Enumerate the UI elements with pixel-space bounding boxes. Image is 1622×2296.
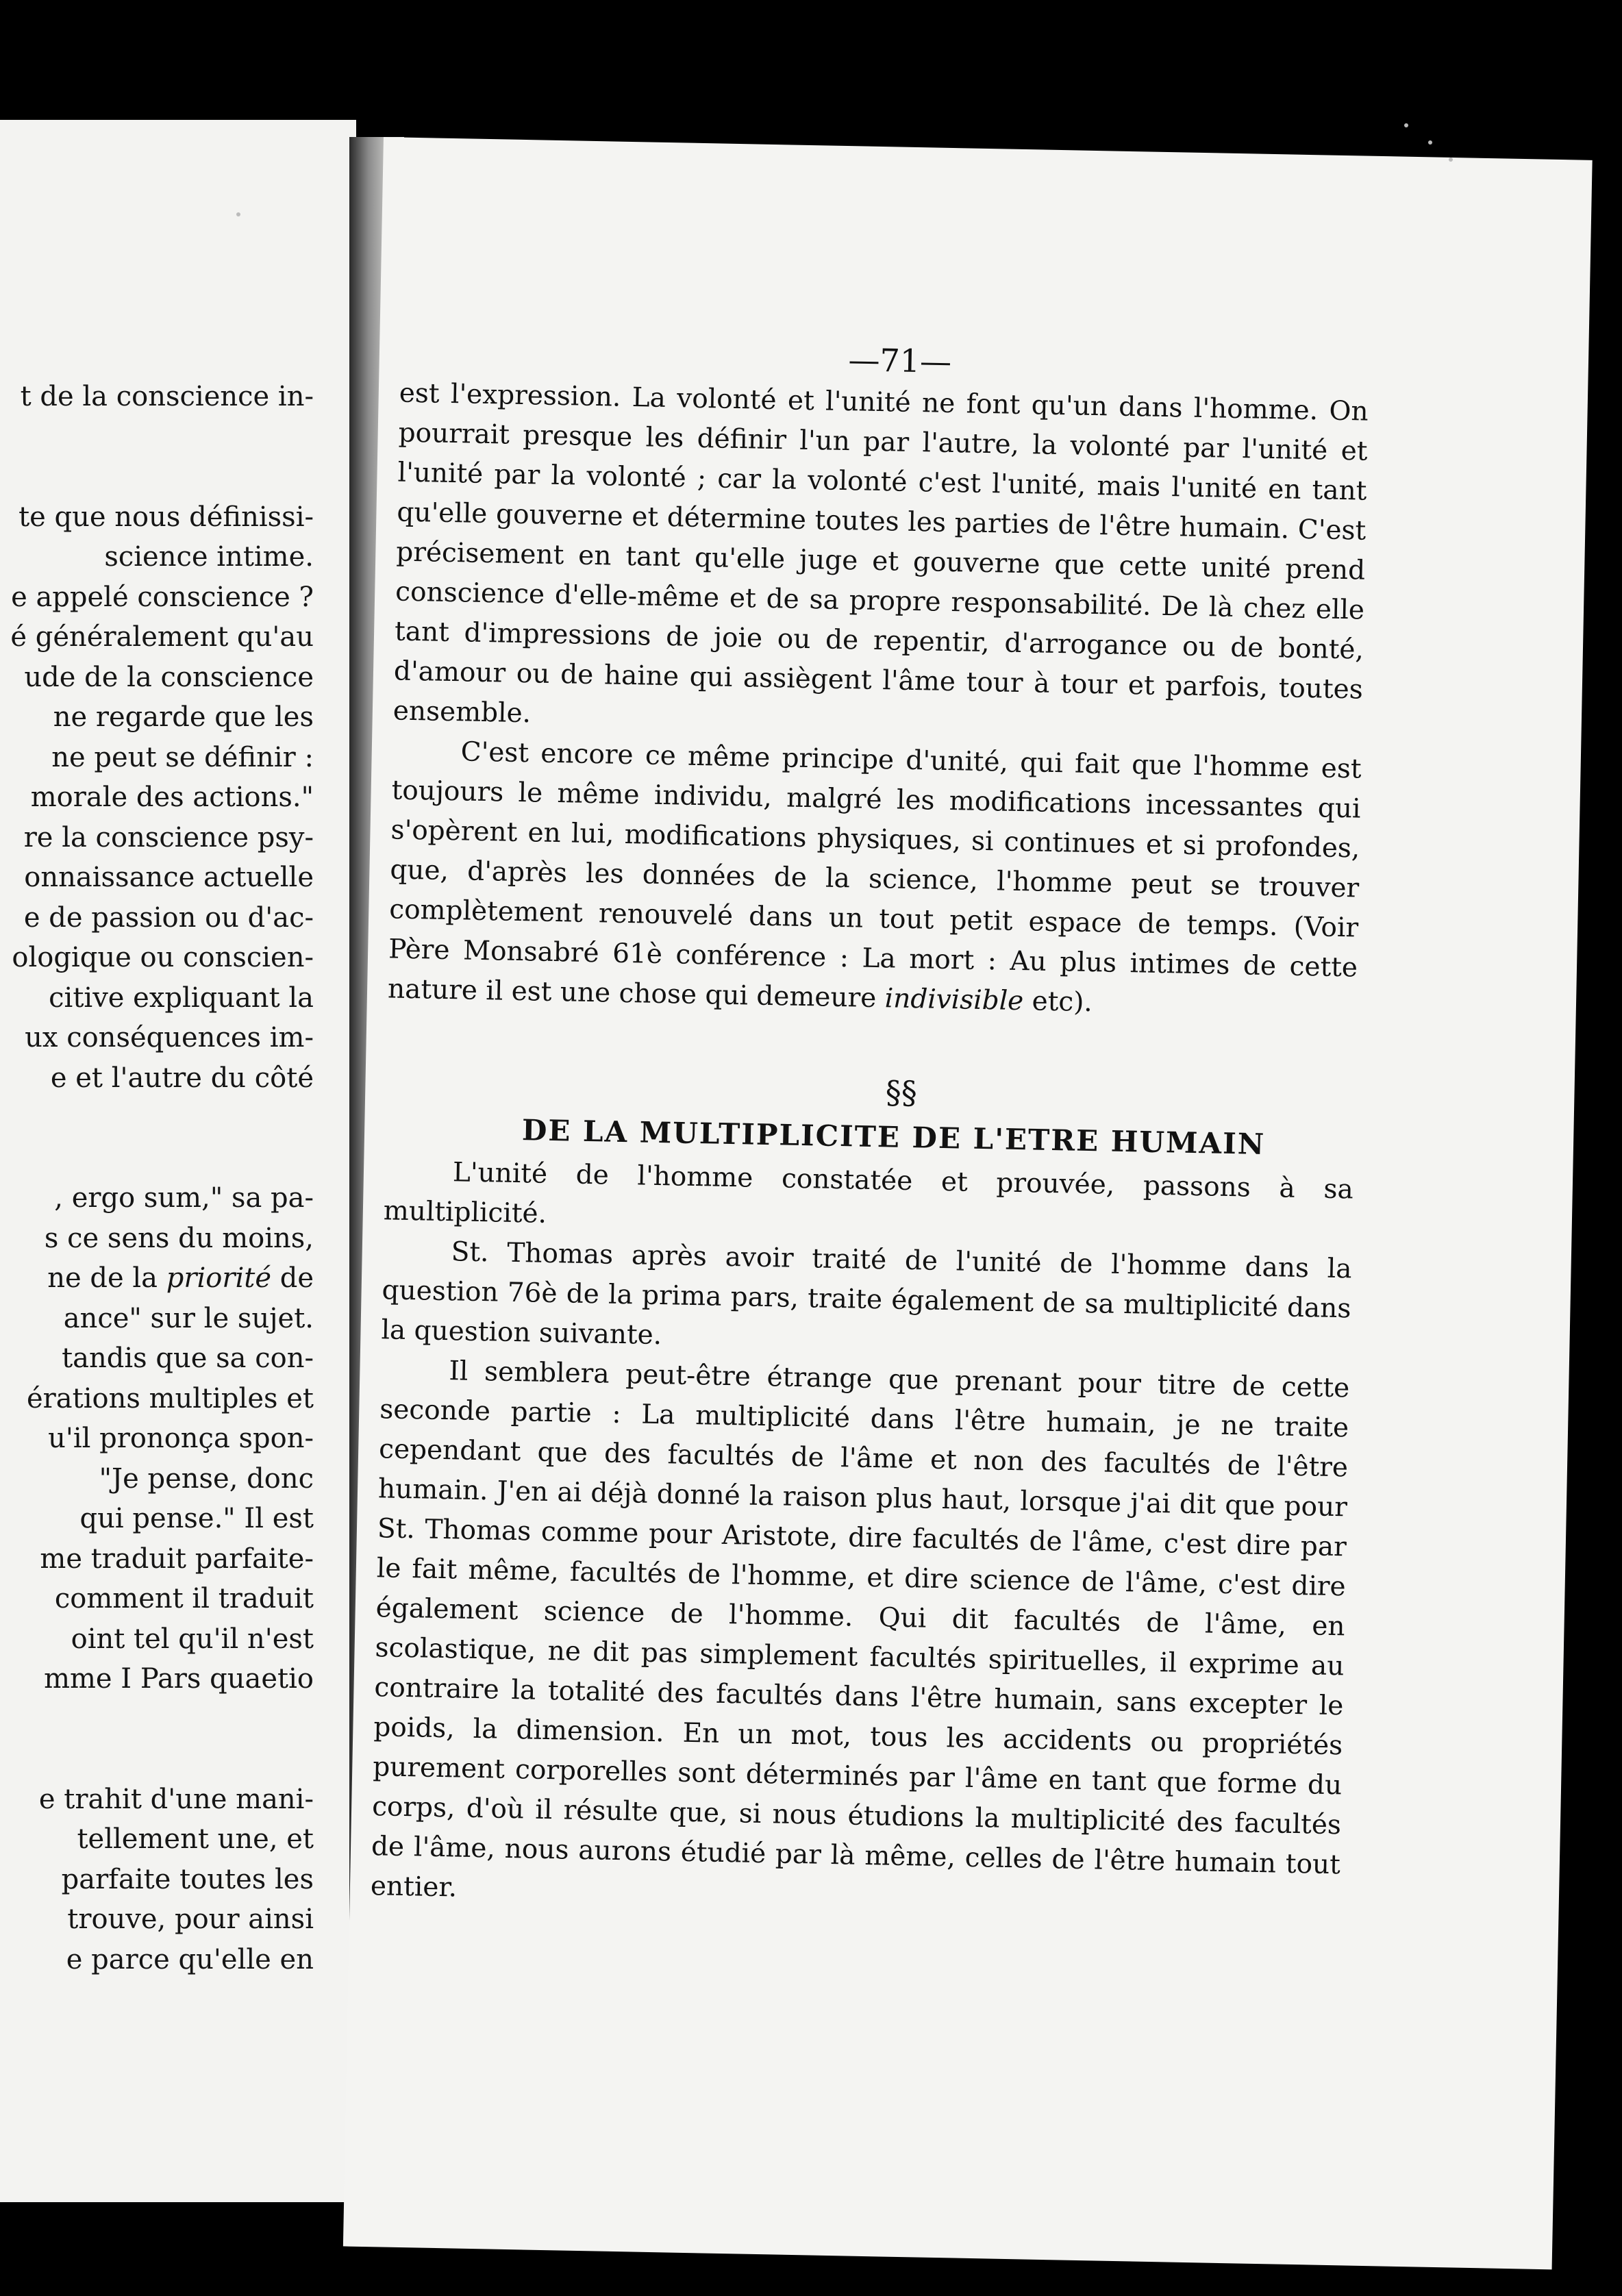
paragraph-text: C'est encore ce même principe d'unité, qui fait que l'homme est toujours le même individu, malgré les modifications incessantes qui s'opèrent en lui, modifications physiques, si continues et si profondes, que, d'après les données de la science, l'homme peut se trouver complètement renouvelé dans un tout petit espace de temps. (Voir Père Monsabré 61è conférence : La mort : Au plus intimes de cette nature il est une chose qui demeure <box>387 736 1362 1014</box>
paragraph: Il semblera peut-être étrange que prenant pour titre de cette seconde partie : La multiplicité dans l'être humain, je ne traite cependant que des facultés de l'âme et non des facultés de l'être humain. J'en ai déjà donné la raison plus haut, lorsque j'ai dit que pour St. Thomas comme pour Aristote, dire facultés de l'âme, c'est dire par le fait même, facultés de l'homme, et dire science de l'âme, c'est dire également science de l'homme. Qui dit facultés de l'âme, en scolastique, ne dit pas simplement facultés spirituelles, il exprime au contraire la totalité des facultés dans l'être humain, sans excepter le poids, la dimension. En un mot, tous les accidents ou propriétés purement corporelles sont déterminés par l'âme en tant que forme du corps, d'où il résulte que, si nous étudions la multiplicité des facultés de l'âme, nous aurons étudié par là même, celles de l'être humain tout entier. <box>370 1356 1350 1904</box>
left-line: u'il prononça spon- <box>48 1423 314 1454</box>
page-number: —71— <box>848 341 952 380</box>
left-line: te que nous définissi- <box>18 501 314 533</box>
left-line: parfaite toutes les <box>61 1863 314 1895</box>
left-line: me traduit parfaite- <box>40 1543 314 1575</box>
left-line: ne regarde que les <box>53 701 314 733</box>
left-page-text <box>0 377 314 1980</box>
left-line: t de la conscience in- <box>20 381 314 412</box>
left-line: oint tel qu'il n'est <box>71 1623 314 1655</box>
left-line: science intime. <box>104 541 314 573</box>
scan-speck <box>236 212 240 216</box>
left-line: , ergo sum," sa pa- <box>54 1182 314 1214</box>
left-line: tandis que sa con- <box>62 1343 314 1374</box>
left-line: morale des actions." <box>30 782 314 813</box>
left-line-gap <box>0 1699 314 1780</box>
left-line-start: ne de la <box>47 1262 166 1294</box>
paragraph: St. Thomas après avoir traité de l'unité de l'homme dans la question 76è de la prima pars, traite également de sa multiplicité dans la question suivante. <box>381 1236 1352 1351</box>
left-line: onnaissance actuelle <box>24 862 314 893</box>
left-line <box>0 1258 314 1299</box>
left-line: érations multiples et <box>26 1382 314 1414</box>
paragraph <box>388 731 1362 1027</box>
left-page <box>0 120 356 2202</box>
scan-speck <box>1449 158 1453 162</box>
scan-speck <box>1428 140 1432 145</box>
right-page <box>343 137 1593 2269</box>
left-line: e parce qu'elle en <box>66 1943 314 1975</box>
italic-word: indivisible <box>884 983 1024 1017</box>
left-line-gap <box>0 417 314 497</box>
left-line: tellement une, et <box>77 1823 314 1855</box>
left-line: é généralement qu'au <box>10 621 314 653</box>
section-mark: §§ <box>885 1073 918 1112</box>
left-line: e appelé conscience ? <box>11 581 314 613</box>
left-line: comment il traduit <box>54 1583 314 1614</box>
left-line: ne peut se définir : <box>51 741 314 773</box>
left-line: "Je pense, donc <box>99 1462 314 1495</box>
left-line-end: de <box>271 1262 314 1294</box>
left-line: citive expliquant la <box>49 982 314 1014</box>
left-line: mme I Pars quaetio <box>44 1663 314 1695</box>
section-heading: DE LA MULTIPLICITE DE L'ETRE HUMAIN <box>521 1113 1266 1161</box>
scan-speck <box>1404 123 1408 127</box>
right-page-text <box>370 374 1369 1925</box>
left-line: e trahit d'une mani- <box>38 1783 314 1815</box>
left-line: e et l'autre du côté <box>50 1062 314 1094</box>
left-line: ux conséquences im- <box>25 1022 314 1053</box>
paragraph-text-end: etc). <box>1023 986 1093 1019</box>
left-line: s ce sens du moins, <box>44 1222 314 1254</box>
left-line: ude de la conscience <box>24 661 314 693</box>
left-line: e de passion ou d'ac- <box>23 901 314 934</box>
left-line: ologique ou conscien- <box>12 942 314 973</box>
left-line: ance" sur le sujet. <box>63 1302 314 1334</box>
left-line: re la conscience psy- <box>23 821 314 853</box>
left-line-italic: priorité <box>166 1262 271 1294</box>
left-line: trouve, pour ainsi <box>67 1904 314 1935</box>
paragraph: L'unité de l'homme constatée et prouvée, passons à sa multiplicité. <box>383 1157 1354 1230</box>
left-line: qui pense." Il est <box>79 1503 314 1534</box>
left-line-gap <box>0 1098 314 1178</box>
paragraph: est l'expression. La volonté et l'unité ne font qu'un dans l'homme. On pourrait presque les définir l'un par l'autre, la volonté par l'unité et l'unité par la volonté ; car la volonté c'est l'unité, mais l'unité en tant qu'elle gouverne et détermine toutes les parties de l'être humain. C'est précisement en tant qu'elle juge et gouverne que cette unité prend conscience d'elle-même et de sa propre responsabilité. De là chez elle tant d'impressions de joie ou de repentir, d'arrogance ou de bonté, d'amour ou de haine qui assiègent l'âme tour à tour et parfois, toutes ensemble. <box>392 377 1369 729</box>
